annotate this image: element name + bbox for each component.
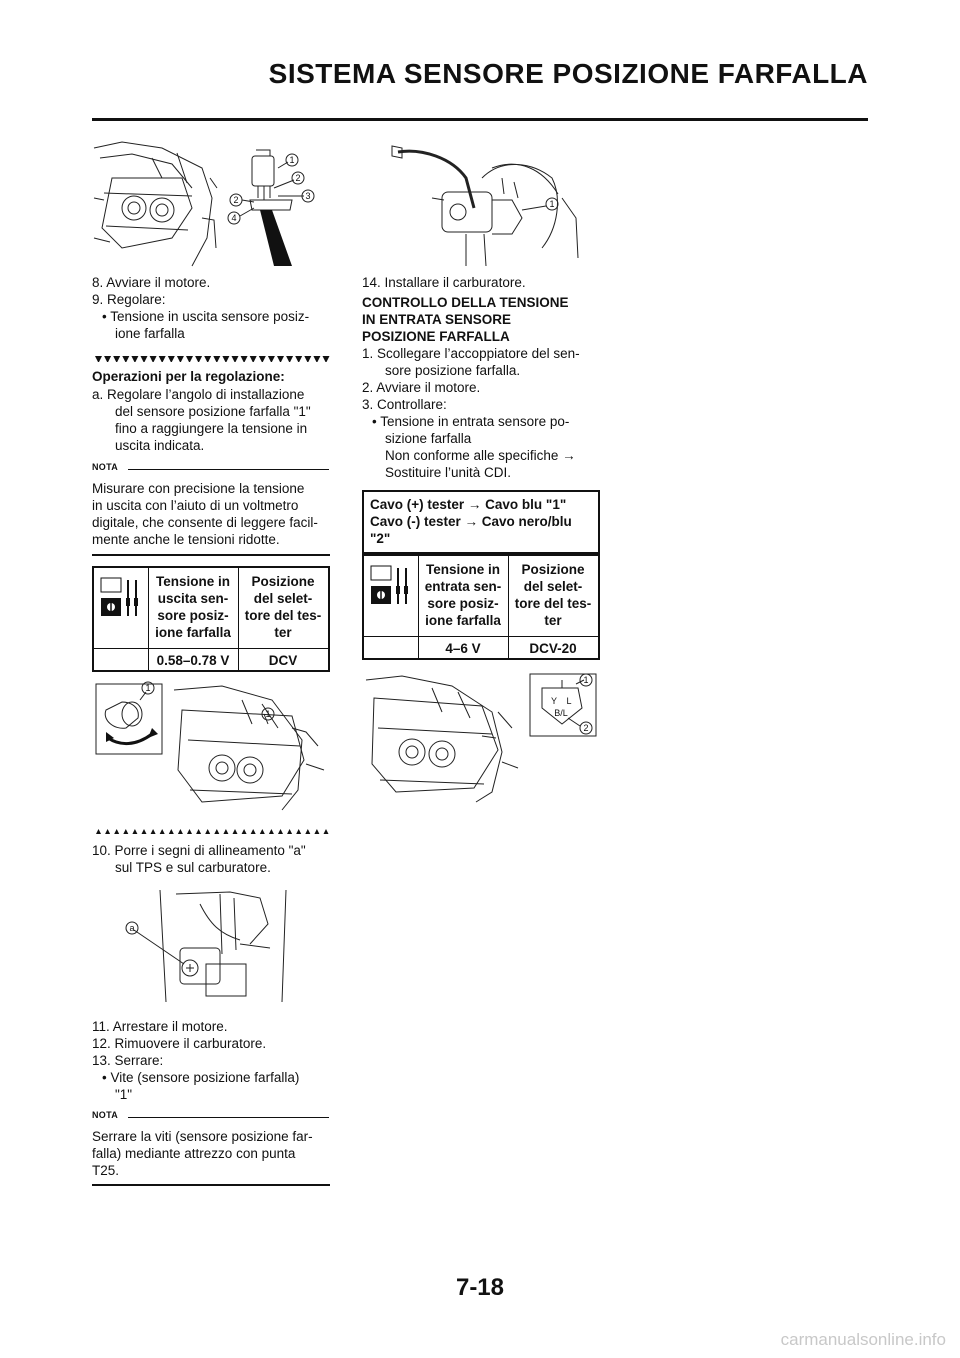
connector-label-l: L	[566, 696, 572, 706]
nota2-line-3: T25.	[92, 1163, 120, 1178]
check-step-2: 2. Avviare il motore.	[362, 380, 481, 395]
triangles-up-divider	[92, 824, 330, 834]
nota1-line-3: digitale, che consente di leggere facil-	[92, 515, 318, 530]
step-10-line-2: sul TPS e sul carburatore.	[115, 860, 271, 875]
section-title-line-1: CONTROLLO DELLA TENSIONE	[362, 295, 569, 310]
nota-rule-2	[128, 1117, 329, 1118]
step-13: 13. Serrare:	[92, 1053, 164, 1068]
spec2-value-selector: DCV-20	[529, 641, 577, 656]
carburetor-illustration	[362, 138, 600, 268]
callout-1-carb: 1	[549, 199, 555, 209]
connector-label-y: Y	[550, 696, 558, 706]
connector-label-bl: B/L	[554, 708, 568, 718]
spec1-header-selector: Posizione del selet- tore del tes- ter	[244, 574, 322, 640]
nota1-line-1: Misurare con precisione la tensione	[92, 481, 305, 496]
title-rule	[92, 118, 868, 121]
spec-table-input-voltage	[362, 554, 600, 660]
step-13-bullet-line-1: • Vite (sensore posizione farfalla)	[102, 1070, 300, 1085]
check-step-1-line-1: 1. Scollegare l’accoppiatore del sen-	[362, 346, 580, 361]
spec1-value-voltage: 0.58–0.78 V	[156, 653, 230, 668]
spec2-header-voltage: Tensione in entrata sen- sore posiz- ione farfalla	[424, 562, 502, 628]
nota-label-2: NOTA	[92, 1110, 119, 1120]
step-9: 9. Regolare:	[92, 292, 166, 307]
ops-a-line-2: del sensore posizione farfalla "1"	[115, 404, 311, 419]
callout-1-tps: 1	[145, 683, 151, 693]
spec2-value-voltage: 4–6 V	[445, 641, 481, 656]
nota-rule-1	[128, 469, 329, 470]
spec-table-output-voltage	[92, 566, 330, 672]
nota2-end-rule	[92, 1184, 330, 1186]
ops-a-line-3: fino a raggiungere la tensione in	[115, 421, 308, 436]
ops-a-line-4: uscita indicata.	[115, 438, 205, 453]
step-11: 11. Arrestare il motore.	[92, 1019, 228, 1034]
step-10-line-1: 10. Porre i segni di allineamento "a"	[92, 843, 306, 858]
step-9-bullet-line-1: • Tensione in uscita sensore posiz-	[102, 309, 310, 324]
step-13-bullet-line-2: "1"	[115, 1087, 133, 1102]
check-step-3-bullet-line-1: • Tensione in entrata sensore po-	[372, 414, 570, 429]
callout-1-engine: 1	[265, 709, 271, 719]
tester-leads-box	[362, 490, 600, 554]
callout-2-connector: 2	[583, 723, 589, 733]
step-12: 12. Rimuovere il carburatore.	[92, 1036, 267, 1051]
page-number: 7-18	[455, 1274, 505, 1301]
step-14: 14. Installare il carburatore.	[362, 275, 526, 290]
tester-lead-negative: Cavo (-) tester → Cavo nero/blu	[370, 514, 572, 529]
callout-3: 3	[305, 191, 311, 201]
watermark: carmanualsonline.info	[780, 1330, 946, 1349]
multimeter-icon	[100, 576, 142, 620]
step-9-bullet-line-2: ione farfalla	[115, 326, 185, 341]
callout-2: 2	[295, 173, 301, 183]
nota1-line-4: mente anche le tensioni ridotte.	[92, 532, 280, 547]
check-step-3-bullet-line-2: sizione farfalla	[385, 431, 472, 446]
check-step-3-bullet-line-4: Sostituire l’unità CDI.	[385, 465, 512, 480]
step-8: 8. Avviare il motore.	[92, 275, 211, 290]
engine-connector-check-illustration	[362, 672, 600, 804]
tester-lead-positive: Cavo (+) tester → Cavo blu "1"	[370, 497, 567, 512]
nota-label-1: NOTA	[92, 462, 119, 472]
spec1-header-voltage: Tensione in uscita sen- sore posiz- ione farfalla	[155, 574, 231, 640]
page-title: SISTEMA SENSORE POSIZIONE FARFALLA	[268, 58, 868, 89]
section-title-line-3: POSIZIONE FARFALLA	[362, 329, 510, 344]
check-step-1-line-2: sore posizione farfalla.	[385, 363, 521, 378]
spec2-header-selector: Posizione del selet- tore del tes- ter	[514, 562, 592, 628]
tester-lead-negative-cont: "2"	[370, 531, 391, 546]
callout-1-connector: 1	[583, 675, 589, 685]
nota1-line-2: in uscita con l’aiuto di un voltmetro	[92, 498, 299, 513]
callout-2b: 2	[233, 195, 239, 205]
multimeter-icon	[370, 564, 412, 608]
check-step-3-bullet-line-3: Non conforme alle specifiche →	[385, 448, 576, 463]
section-title-line-2: IN ENTRATA SENSORE	[362, 312, 512, 327]
spec1-value-selector: DCV	[268, 653, 298, 668]
nota2-line-2: falla) mediante attrezzo con punta	[92, 1146, 296, 1161]
callout-a: a	[129, 923, 135, 933]
callout-4: 4	[231, 213, 237, 223]
tps-adjustment-illustration	[92, 680, 330, 812]
ops-title: Operazioni per la regolazione:	[92, 369, 285, 384]
triangles-down-divider	[92, 352, 330, 362]
nota1-end-rule	[92, 554, 330, 556]
callout-1: 1	[289, 155, 295, 165]
check-step-3: 3. Controllare:	[362, 397, 447, 412]
nota2-line-1: Serrare la viti (sensore posizione far-	[92, 1129, 313, 1144]
engine-connector-illustration	[92, 138, 330, 268]
ops-a-line-1: a. Regolare l’angolo di installazione	[92, 387, 305, 402]
alignment-marks-illustration	[110, 884, 310, 1012]
